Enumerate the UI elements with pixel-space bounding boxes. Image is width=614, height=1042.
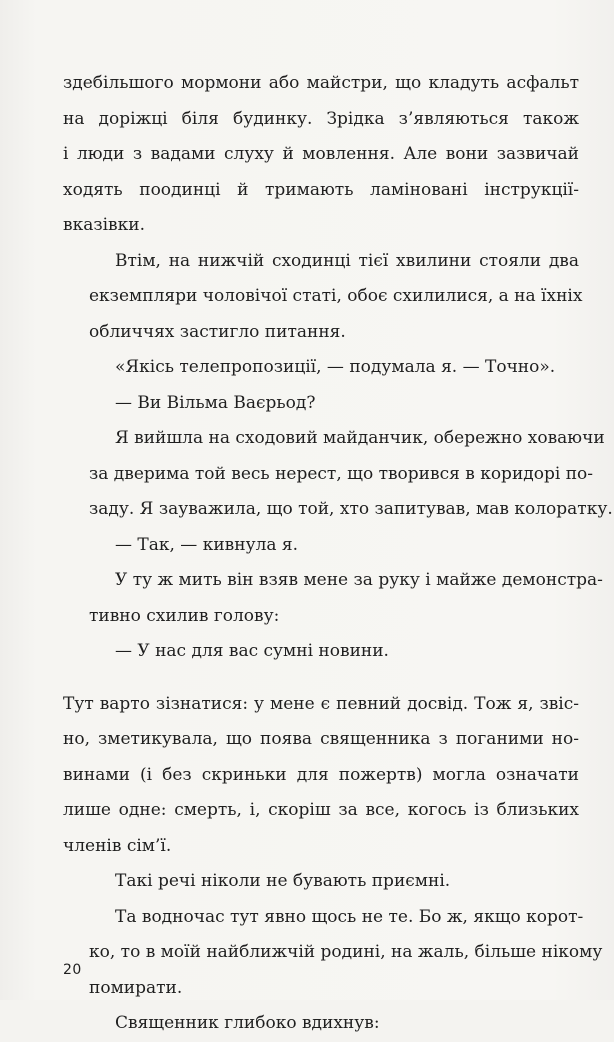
page-number: 20 — [63, 962, 82, 978]
body-text — [63, 66, 613, 1042]
text-line: за дверима той весь нерест, що творився в коридорі по- — [89, 463, 594, 484]
paragraph — [63, 386, 579, 422]
section-break — [63, 670, 579, 687]
text-line: ходять поодинці й тримають ламіновані інструкції- — [63, 179, 579, 200]
text-line: винами (і без скриньки для пожертв) могла означати — [63, 764, 579, 785]
text-line: вказівки. — [63, 215, 145, 235]
paragraph — [63, 563, 603, 634]
text-line: помирати. — [89, 977, 183, 998]
paragraph — [63, 350, 579, 386]
paragraph — [63, 634, 579, 670]
text-line: Втім, на нижчій сходинці тієї хвилини стояли два — [115, 250, 579, 271]
text-line: обличчях застигло питання. — [89, 321, 346, 342]
paragraph — [63, 687, 579, 865]
text-line: Священник глибоко вдихнув: — [115, 1013, 380, 1033]
text-line: «Якісь телепропозиції, — подумала я. — Точно». — [115, 357, 556, 377]
text-line: Такі речі ніколи не бувають приємні. — [115, 871, 451, 891]
text-line: здебільшого мормони або майстри, що кладуть асфальт — [63, 73, 579, 93]
text-line: Я вийшла на сходовий майданчик, обережно ховаючи — [115, 428, 605, 448]
text-line: Тут варто зізнатися: у мене є певний досвід. Тож я, звіс- — [63, 693, 579, 714]
text-line: — Так, — кивнула я. — [115, 534, 299, 555]
text-line: У ту ж мить він взяв мене за руку і майже демонстра- — [115, 570, 603, 590]
text-line: Та водночас тут явно щось не те. Бо ж, якщо корот- — [115, 906, 584, 927]
paragraph — [63, 244, 583, 351]
text-line: ко, то в моїй найближчій родині, на жаль, більше нікому — [89, 942, 603, 962]
text-line: — Ви Вільма Ваєрьод? — [115, 392, 316, 413]
text-line: екземпляри чоловічої статі, обоє схилилися, а на їхніх — [89, 286, 583, 306]
text-line: тивно схилив голову: — [89, 605, 280, 626]
paragraph — [63, 1006, 579, 1042]
text-line: заду. Я зауважила, що той, хто запитував, мав колоратку. — [89, 499, 613, 519]
text-line: на доріжці біля будинку. Зрідка з’являються також — [63, 108, 579, 129]
paragraph — [63, 66, 579, 244]
text-line: і люди з вадами слуху й мовлення. Але вони зазвичай — [63, 144, 579, 164]
text-line: — У нас для вас сумні новини. — [115, 641, 389, 661]
text-line: но, зметикувала, що поява священника з поганими но- — [63, 729, 579, 749]
text-line: лише одне: смерть, і, скоріш за все, когось із близьких — [63, 800, 579, 820]
paragraph — [63, 421, 613, 528]
text-line: членів сім’ї. — [63, 835, 172, 856]
paragraph — [63, 864, 579, 900]
paragraph — [63, 528, 579, 564]
paragraph — [63, 900, 603, 1007]
